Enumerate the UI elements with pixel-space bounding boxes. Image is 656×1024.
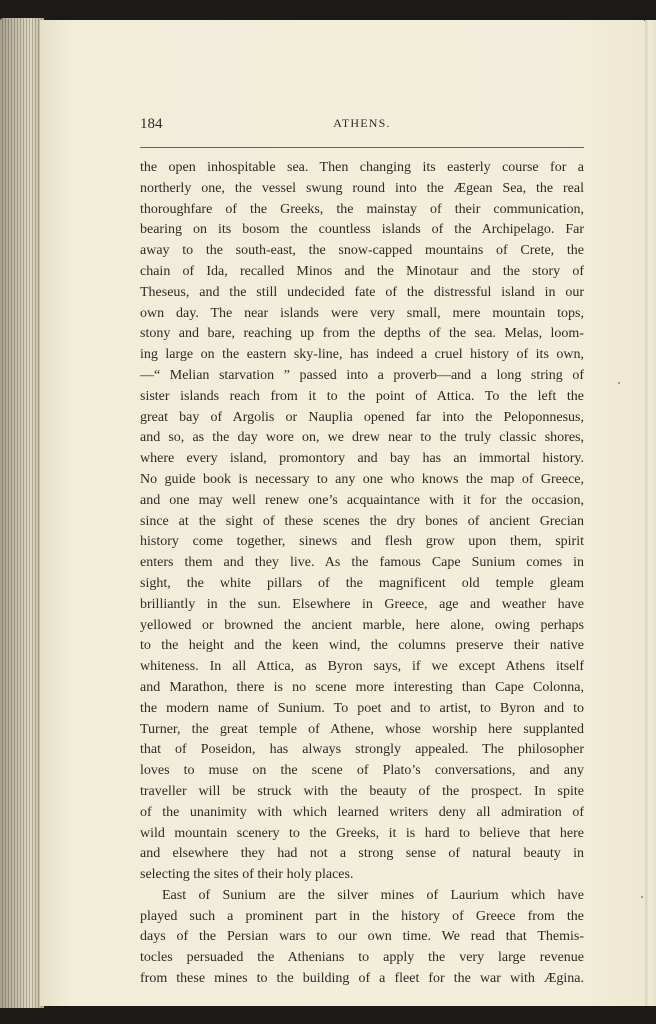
page-edge-shadow: [0, 18, 44, 1008]
paragraph-start-line: East of Sunium are the silver mines of Laurium which have: [162, 887, 584, 903]
text-line: of the unanimity with which learned writers deny all admiration of: [140, 804, 584, 820]
text-line: sister islands reach from it to the point of Attica. To the left the: [140, 388, 584, 404]
text-line: ing large on the eastern sky-line, has indeed a cruel history of its own,: [140, 347, 584, 363]
text-line: the open inhospitable sea. Then changing its easterly course for a: [140, 160, 584, 175]
text-line: tocles persuaded the Athenians to apply the very large revenue: [140, 950, 584, 966]
text-line: sight, the white pillars of the magnificent old temple gleam: [140, 575, 584, 591]
text-line: whiteness. In all Attica, as Byron says, if we except Athens itself: [140, 659, 584, 675]
text-line: Theseus, and the still undecided fate of the distressful island in our: [140, 284, 584, 300]
text-line: and elsewhere they had not a strong sense of natural beauty in: [140, 846, 584, 862]
running-head: ATHENS.: [333, 116, 391, 130]
paragraph-end-line: selecting the sites of their holy places.: [140, 867, 354, 883]
text-line: away to the south-east, the snow-capped mountains of Crete, the: [140, 243, 584, 259]
paper-speck: [618, 382, 620, 384]
body-text: [140, 158, 584, 990]
text-line: traveller will be struck with the beauty of the prospect. In spite: [140, 783, 584, 799]
text-line: and Marathon, there is no scene more interesting than Cape Colonna,: [140, 679, 584, 695]
text-line: to the height and the keen wind, the columns preserve their native: [140, 638, 584, 654]
page-number: 184: [140, 116, 163, 132]
text-line: bearing on its bosom the countless islands of the Archipelago. Far: [140, 222, 584, 238]
text-line: from these mines to the building of a fleet for the war with Ægina.: [140, 971, 584, 987]
text-line: loves to muse on the scene of Plato’s conversations, and any: [140, 763, 584, 779]
text-line: thoroughfare of the Greeks, the mainstay of their communication,: [140, 201, 584, 217]
text-line: played such a prominent part in the history of Greece from the: [140, 908, 584, 924]
text-line: northerly one, the vessel swung round into the Ægean Sea, the real: [140, 180, 584, 196]
text-line: days of the Persian wars to our own time. We read that Themis-: [140, 929, 584, 945]
text-line: great bay of Argolis or Nauplia opened far into the Peloponnesus,: [140, 409, 584, 425]
text-line: the modern name of Sunium. To poet and to artist, to Byron and to: [140, 700, 584, 716]
text-line: and one may well renew one’s acquaintance with it for the occasion,: [140, 492, 584, 508]
text-line: own day. The near islands were very small, mere mountain tops,: [140, 305, 584, 321]
text-line: where every island, promontory and bay has an immortal history.: [140, 451, 584, 467]
text-line: —“ Melian starvation ” passed into a proverb—and a long string of: [140, 367, 584, 383]
text-line: Turner, the great temple of Athene, whose worship here supplanted: [140, 721, 584, 737]
text-line: and so, as the day wore on, we drew near to the truly classic shores,: [140, 430, 584, 446]
text-line: that of Poseidon, has always strongly appealed. The philosopher: [140, 742, 584, 758]
text-line: stony and bare, reaching up from the depths of the sea. Melas, loom-: [140, 326, 584, 342]
text-line: history come together, sinews and flesh grow upon them, spirit: [140, 534, 584, 550]
text-line: since at the sight of these scenes the dry bones of ancient Grecian: [140, 513, 584, 529]
text-line: enters them and they live. As the famous Cape Sunium comes in: [140, 555, 584, 571]
paper-speck: [641, 896, 643, 898]
text-line: No guide book is necessary to any one who knows the map of Greece,: [140, 471, 584, 487]
text-line: wild mountain scenery to the Greeks, it is hard to believe that here: [140, 825, 584, 841]
text-line: brilliantly in the sun. Elsewhere in Greece, age and weather have: [140, 596, 584, 612]
text-line: chain of Ida, recalled Minos and the Minotaur and the story of: [140, 263, 584, 279]
text-line: yellowed or browned the ancient marble, here alone, owing perhaps: [140, 617, 584, 633]
header-rule: [140, 147, 584, 148]
page-header: [140, 96, 584, 136]
facing-page-edge: [645, 20, 656, 1006]
